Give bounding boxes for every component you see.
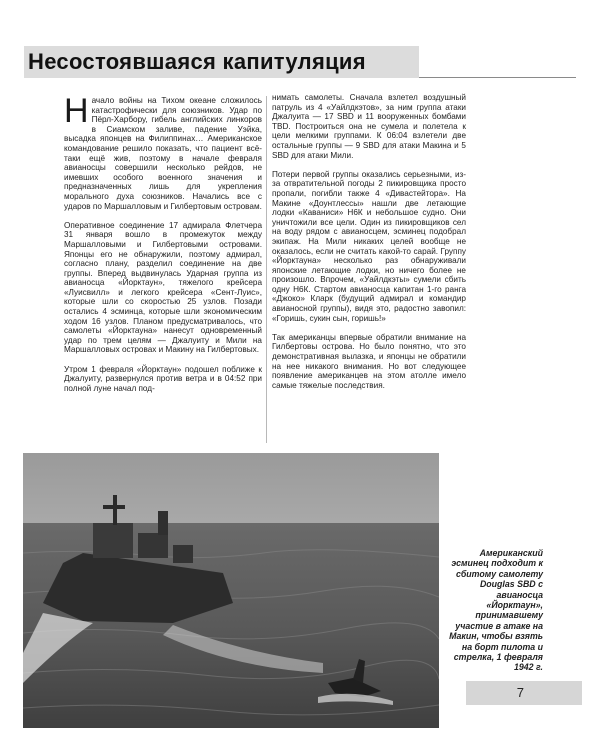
- paragraph: Потери первой группы оказались серьезными, из-за отвратительной погоды 2 пикировщика просто пропали, погибли также 4 «Дивастейтора». На Макине «Доунтлессы» нашли две летающие лодки «Каваниси» Н6К и небольшое судно. Они уничтожили все цели. Один из пикировщиков сел на воду рядом с авианосцем, эсминец подобрал экипаж. На Мили никаких целей вообще не оказалось, если не считать какой-то сарай. Группу «Йорктауна» несколько раз обнаруживали японские летающие лодки, но ничего более не произошло. Впрочем, «Уайлдкэты» сумели сбить одну Н6К. Стартом авианосца капитан 1-го ранга «Джоко» Кларк (будущий адмирал и командир авианосной группы), видя это, радостно завопил: «Горишь, сукин сын, горишь!»: [272, 169, 466, 323]
- paragraph: Так американцы впервые обратили внимание на Гилбертовы острова. Но было понятно, что это демонстративная вылазка, и японцы не обратили на нее никакого внимания. Но вот следующее появление американцев на этом атолле имело самые тяжелые последствия.: [272, 332, 466, 390]
- paragraph: Утром 1 февраля «Йорктаун» подошел поближе к Джалуиту, развернулся против ветра и в 04:52 при полной луне начал под-: [64, 364, 262, 393]
- photo-caption: Американский эсминец подходит к сбитому самолету Douglas SBD с авианосца «Йорктаун», принимавшему участие в атаке на Макин, чтобы взять на борт пилота и стрелка, 1 февраля 1942 г.: [449, 548, 543, 673]
- page-number-bar: [466, 681, 582, 705]
- text-column-left: [64, 92, 262, 403]
- heading-rule: [419, 77, 576, 78]
- photo-illustration: [23, 453, 439, 728]
- drop-cap: Н: [64, 92, 89, 130]
- page-number: 7: [516, 685, 524, 700]
- paragraph: Оперативное соединение 17 адмирала Флетчера 31 января вошло в промежуток между Маршалловыми и Гилбертовыми островами. Японцы его не обнаружили, поэтому адмирал, согласно плану, разделил соединение на две группы. Вперед выдвинулась Ударная группа из авианосца «Йорктаун», тяжелого крейсера «Луисвилл» и легкого крейсера «Сент-Луис», которые шли со скоростью 25 узлов. Позади остались 4 эсминца, которые шли экономическим ходом 16 узлов. Планом предусматривалось, что самолеты «Йорктауна» нанесут одновременный удар по трем целям — Джалуиту и Мили на Маршалловых островах и Макину на Гилбертовых.: [64, 220, 262, 355]
- heading-band: [24, 46, 419, 78]
- text-column-right: [272, 93, 466, 400]
- paragraph: [64, 92, 262, 211]
- paragraph: нимать самолеты. Сначала взлетел воздушный патруль из 4 «Уайлдкэтов», за ним группа атаки Джалуита — 17 SBD и 11 вооруженных бомбами TBD. Построиться она не сумела и полетела к цели мелкими группами. К 06:04 взлетели две остальные группы — 9 SBD для атаки Макина и 5 SBD для атаки Мили.: [272, 93, 466, 160]
- column-divider: [266, 96, 267, 443]
- page-title: Несостоявшаяся капитуляция: [28, 49, 366, 74]
- paragraph-text: ачало войны на Тихом океане сложилось катастрофически для союзников. Удар по Пёрл-Харбору, гибель английских линкоров в Сиамском заливе, падение Уэйка, высадка японцев на Филиппинах… Американское командование решило показать, что пациент всё-таки ещё жив, поэтому в начале февраля авианосцы совершили несколько рейдов, не имевших особого военного значения и предназначенных лишь для укрепления морального духа союзников. Начались все с ударов по Маршалловым и Гилбертовым островам.: [64, 96, 262, 211]
- destroyer-photo: [23, 453, 439, 728]
